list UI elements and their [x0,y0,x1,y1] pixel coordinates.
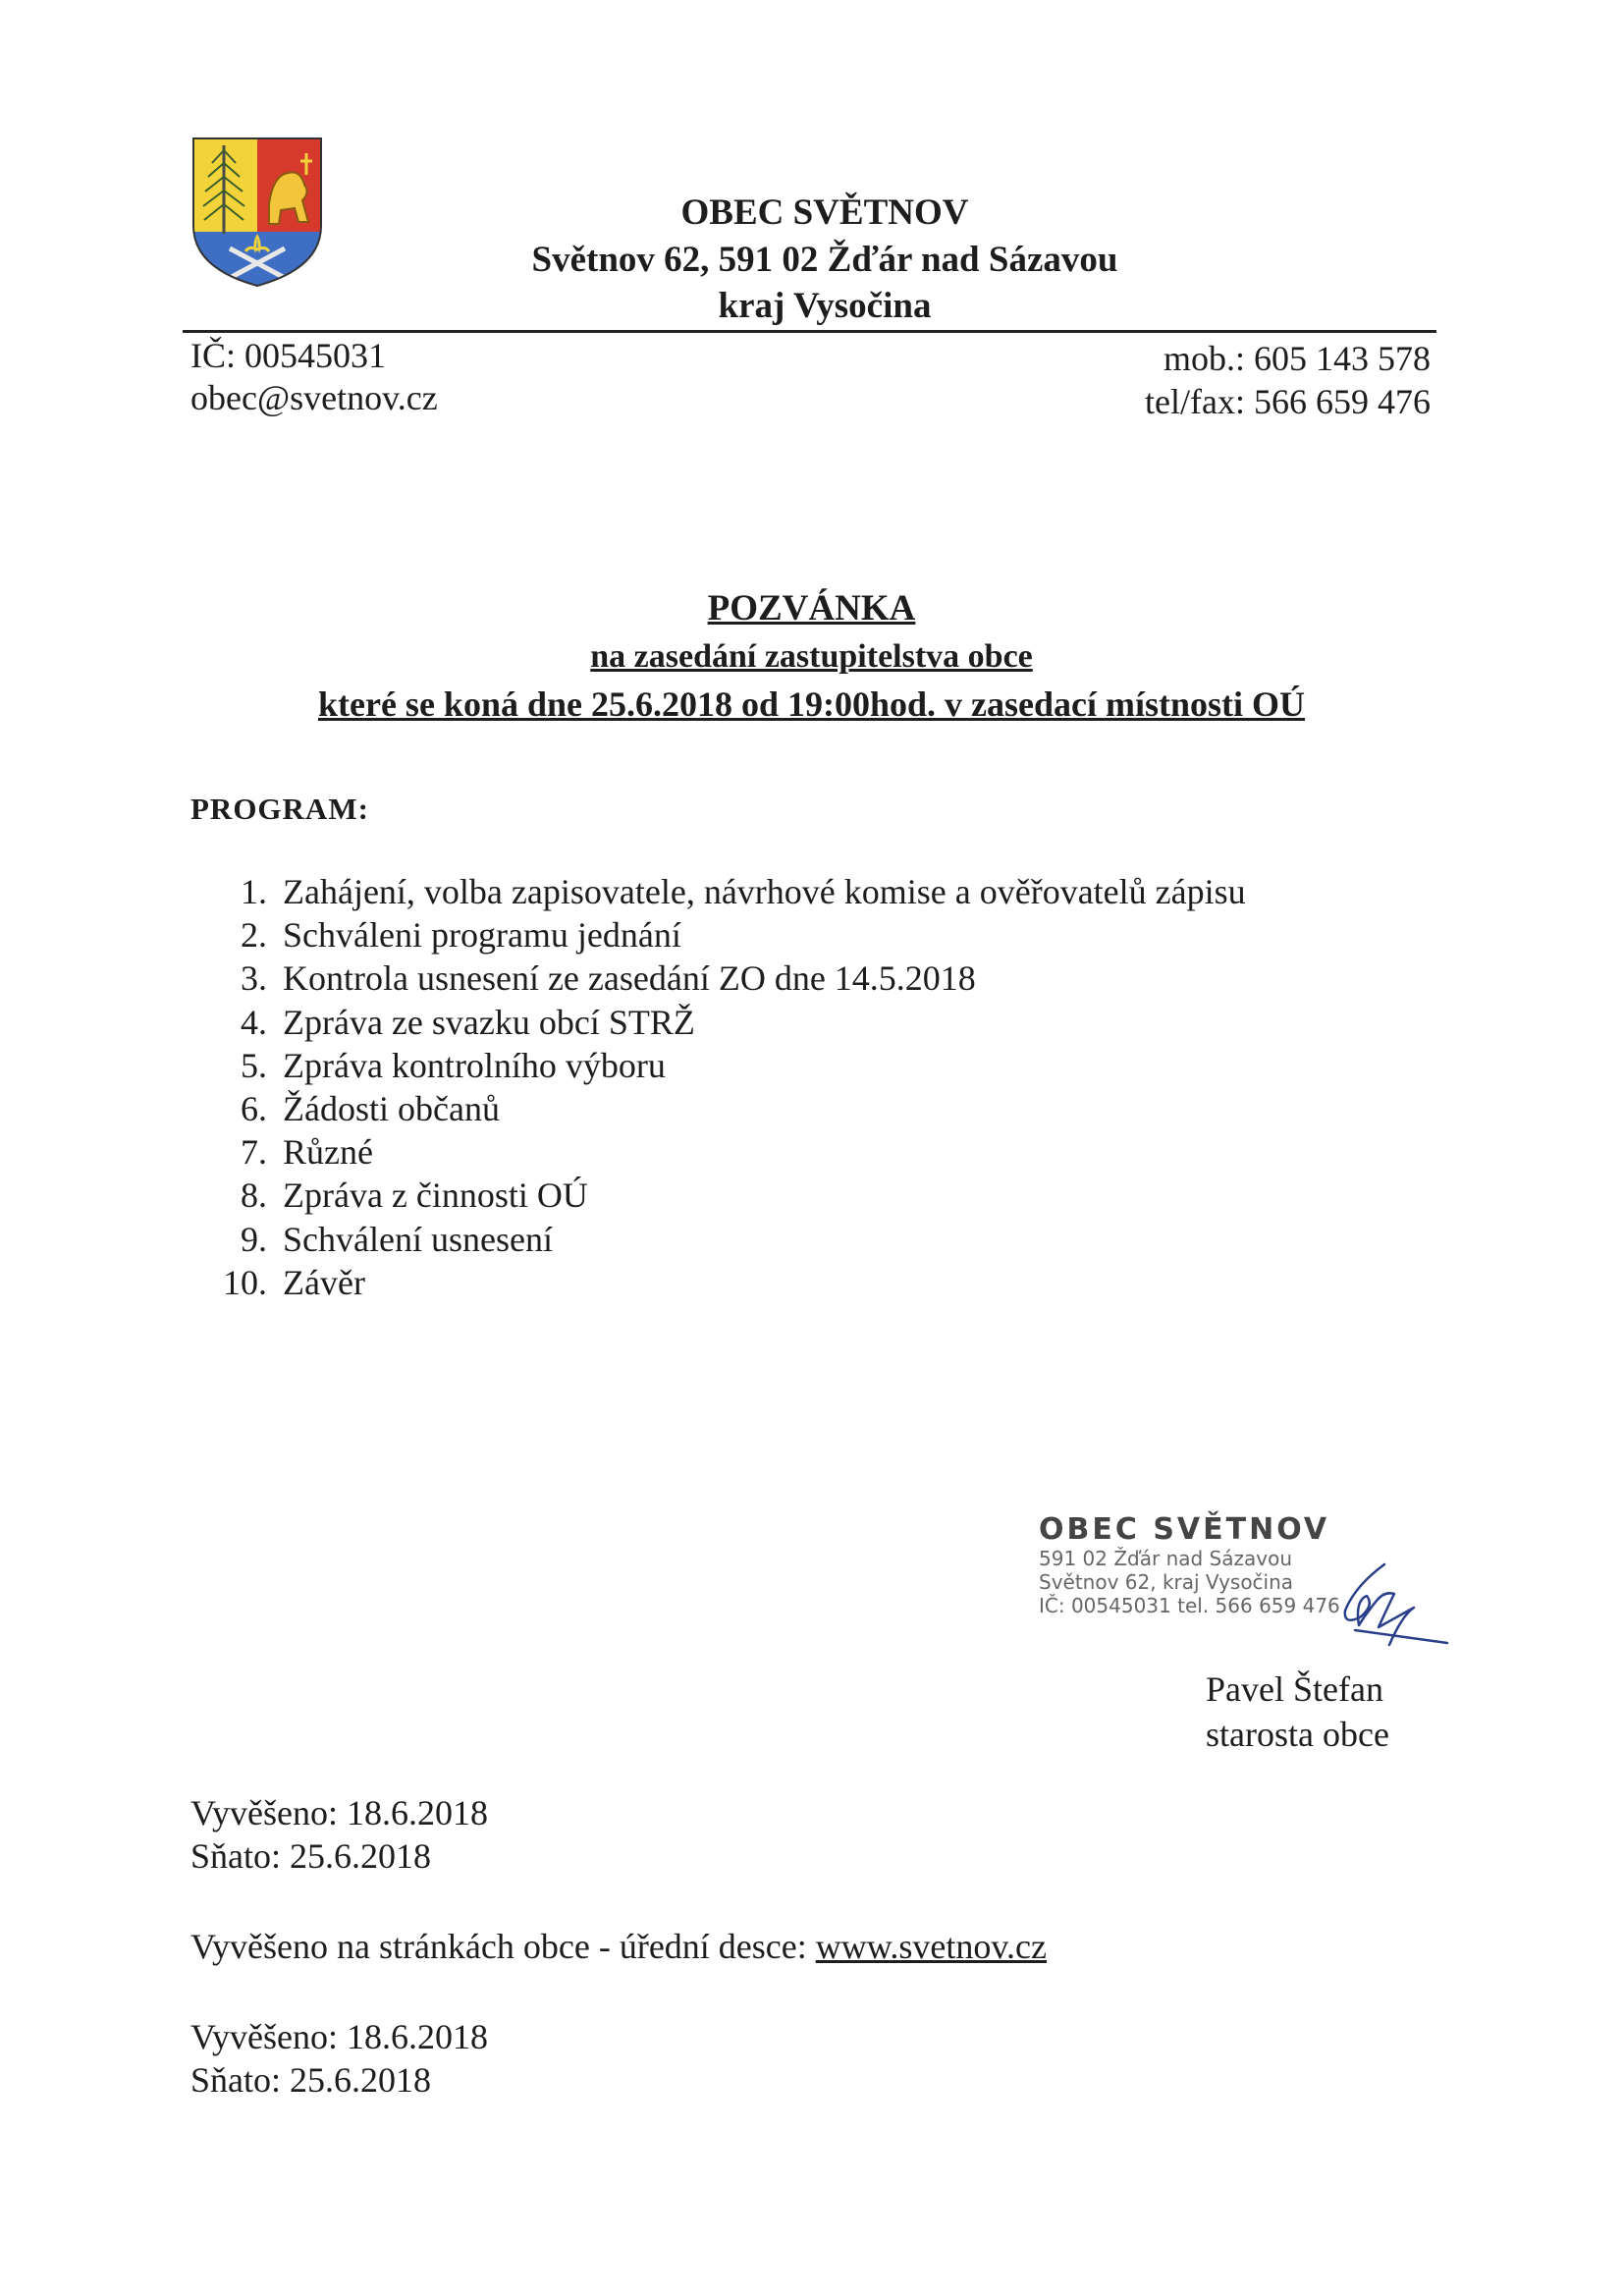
ic-number: IČ: 00545031 [190,336,387,375]
stamp-line: Světnov 62, kraj Vysočina [1039,1570,1294,1594]
invitation-title: POZVÁNKA [707,588,916,629]
removed-date: Sňato: 25.6.2018 [190,1836,432,1876]
municipal-coat-of-arms-icon [190,136,324,289]
stamp-title: OBEC SVĚTNOV [1039,1512,1330,1547]
invitation-subtitle: na zasedání zastupitelstva obce [590,638,1033,675]
list-item [216,870,1246,913]
list-item [216,957,1246,1000]
item-text: Zahájení, volba zapisovatele, návrhové komise a ověřovatelů zápisu [283,872,1246,911]
signer-name: Pavel Štefan [1206,1669,1383,1709]
stamp-line: 591 02 Žďár nad Sázavou [1039,1547,1293,1570]
stamp-line: IČ: 00545031 tel. 566 659 476 [1039,1594,1340,1617]
signer-role: starosta obce [1206,1715,1389,1754]
posted-date: Vyvěšeno: 18.6.2018 [190,1793,488,1832]
header-divider [183,330,1436,333]
signer-block [1206,1667,1389,1757]
item-number: 6. [241,1088,267,1128]
item-text: Závěr [283,1262,365,1302]
org-region: kraj Vysočina [718,286,932,326]
item-text: Zpráva z činnosti OÚ [283,1175,588,1216]
list-item [216,1174,1246,1217]
list-item [216,913,1246,957]
item-number: 5. [241,1045,267,1085]
item-text: Různé [283,1132,373,1173]
tel-fax-number: tel/fax: 566 659 476 [1145,382,1431,421]
program-list [216,870,1246,1304]
list-item [216,1001,1246,1044]
email-address: obec@svetnov.cz [190,378,438,417]
item-number: 10. [223,1262,267,1302]
item-number: 8. [241,1175,267,1216]
item-text: Zpráva ze svazku obcí STRŽ [283,1002,695,1042]
item-text: Zpráva kontrolního výboru [283,1045,666,1085]
item-number: 7. [241,1132,267,1173]
program-label: PROGRAM: [190,792,369,826]
item-number: 2. [241,915,267,956]
mobile-number: mob.: 605 143 578 [1163,339,1431,378]
website-link[interactable]: www.svetnov.cz [815,1927,1048,1966]
posted-date: Vyvěšeno: 18.6.2018 [190,2017,488,2056]
list-item [216,1087,1246,1130]
list-item [216,1044,1246,1087]
list-item [216,1218,1246,1261]
invitation-date-place: které se koná dne 25.6.2018 od 19:00hod. v zasedací místnosti OÚ [317,684,1306,724]
item-number: 9. [241,1219,267,1259]
org-name: OBEC SVĚTNOV [680,192,969,233]
item-number: 4. [241,1002,267,1042]
removed-date: Sňato: 25.6.2018 [190,2060,432,2100]
official-stamp [1039,1512,1340,1617]
list-item [216,1130,1246,1174]
item-text: Schváleni programu jednání [283,915,681,956]
handwritten-signature-icon [1316,1557,1453,1655]
item-text: Žádosti občanů [283,1088,500,1128]
item-number: 3. [241,958,267,999]
web-posting-note [190,1925,1047,1968]
org-address: Světnov 62, 591 02 Žďár nad Sázavou [531,240,1118,280]
web-posting-text: Vyvěšeno na stránkách obce - úřední desce: [190,1927,807,1966]
list-item [216,1261,1246,1304]
item-text: Schválení usnesení [283,1219,553,1259]
item-text: Kontrola usnesení ze zasedání ZO dne 14.5.2018 [283,958,976,999]
item-number: 1. [241,872,267,911]
